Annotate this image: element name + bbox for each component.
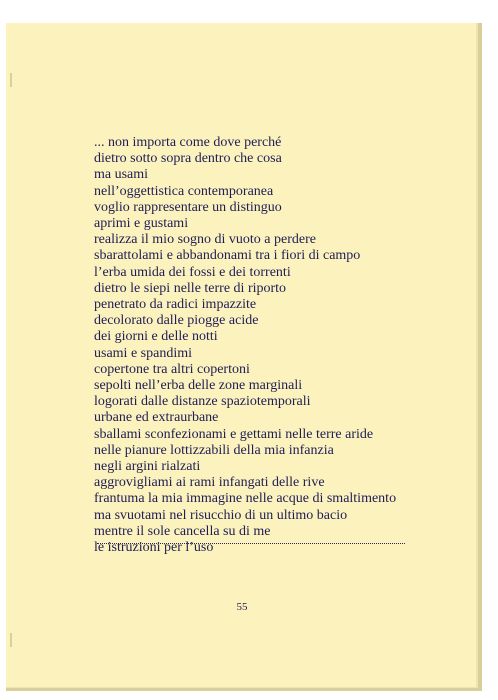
poem-line: decolorato dalle piogge acide [94, 313, 259, 329]
dotted-separator [97, 543, 405, 544]
book-page [6, 23, 482, 691]
poem-line: urbane ed extraurbane [94, 410, 219, 426]
poem-line: realizza il mio sogno di vuoto a perdere [94, 232, 316, 248]
poem-line: penetrato da radici impazzite [94, 297, 257, 313]
poem-line: negli argini rialzati [94, 459, 201, 475]
poem-line: sballami sconfezionami e gettami nelle terre aride [94, 426, 374, 442]
page-edge-mark [10, 73, 12, 87]
poem-line: ... non importa come dove perché [94, 135, 282, 150]
poem-line: sbarattolami e abbandonami tra i fiori di campo [94, 248, 361, 264]
poem-line: aggrovigliami ai rami infangati delle rive [94, 475, 325, 491]
poem-line: dietro sotto sopra dentro che cosa [94, 151, 282, 167]
poem-line: le istruzioni per l’uso [94, 540, 214, 556]
poem-line: ma svuotami nel risucchio di un ultimo bacio [94, 507, 348, 523]
page-edge-mark [10, 633, 12, 647]
poem-line: nell’oggettistica contemporanea [94, 183, 274, 199]
poem-line: nelle pianure lottizzabili della mia infanzia [94, 442, 334, 458]
poem-line: aprimi e gustami [94, 216, 189, 232]
poem-line: voglio rappresentare un distinguo [94, 199, 282, 215]
poem-line: mentre il sole cancella su di me [94, 523, 271, 539]
poem-line: ma usami [94, 167, 149, 183]
poem-text [94, 135, 396, 556]
poem-line: sepolti nell’erba delle zone marginali [94, 378, 303, 394]
poem-line: dietro le siepi nelle terre di riporto [94, 280, 287, 296]
poem-line: copertone tra altri copertoni [94, 361, 250, 377]
page-number: 55 [236, 601, 248, 613]
poem-line: logorati dalle distanze spaziotemporali [94, 394, 311, 410]
poem-line: frantuma la mia immagine nelle acque di smaltimento [94, 491, 397, 507]
poem-line: dei giorni e delle notti [94, 329, 218, 345]
poem-line: usami e spandimi [94, 345, 192, 361]
poem-line: l’erba umida dei fossi e dei torrenti [94, 264, 291, 280]
